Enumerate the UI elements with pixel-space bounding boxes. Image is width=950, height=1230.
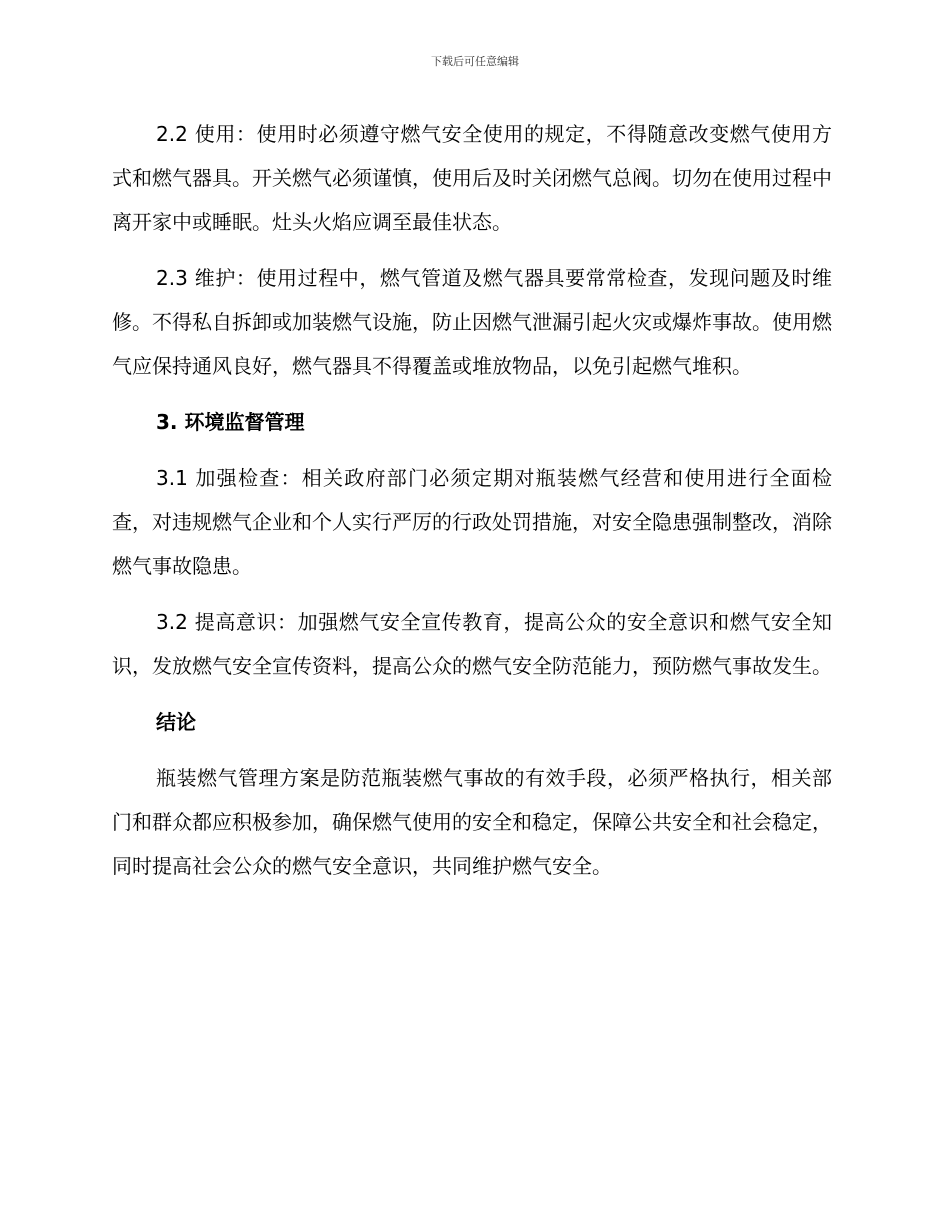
paragraph-conclusion: 瓶装燃气管理方案是防范瓶装燃气事故的有效手段，必须严格执行，相关部门和群众都应积极参加，确保燃气使用的安全和稳定，保障公共安全和社会稳定，同时提高社会公众的燃气安全意识，共同维护燃气安全。: [112, 766, 832, 878]
paragraph-3-1-inspection: 3.1 加强检查：相关政府部门必须定期对瓶装燃气经营和使用进行全面检查，对违规燃气企业和个人实行严厉的行政处罚措施，对安全隐患强制整改，消除燃气事故隐患。: [112, 466, 832, 578]
paragraph-2-2-usage: 2.2 使用：使用时必须遵守燃气安全使用的规定，不得随意改变燃气使用方式和燃气器具。开关燃气必须谨慎，使用后及时关闭燃气总阀。切勿在使用过程中离开家中或睡眠。灶头火焰应调至最佳状态。: [112, 122, 832, 234]
section-heading-3: 3. 环境监督管理: [156, 410, 305, 434]
section-heading-conclusion: 结论: [156, 710, 196, 734]
paragraph-3-2-awareness: 3.2 提高意识：加强燃气安全宣传教育，提高公众的安全意识和燃气安全知识，发放燃气安全宣传资料，提高公众的燃气安全防范能力，预防燃气事故发生。: [112, 610, 832, 678]
document-body: [112, 112, 832, 900]
paragraph-2-3-maintenance: 2.3 维护：使用过程中，燃气管道及燃气器具要常常检查，发现问题及时维修。不得私自拆卸或加装燃气设施，防止因燃气泄漏引起火灾或爆炸事故。使用燃气应保持通风良好，燃气器具不得覆盖或堆放物品，以免引起燃气堆积。: [112, 266, 832, 378]
header-note: 下载后可任意编辑: [431, 55, 519, 68]
